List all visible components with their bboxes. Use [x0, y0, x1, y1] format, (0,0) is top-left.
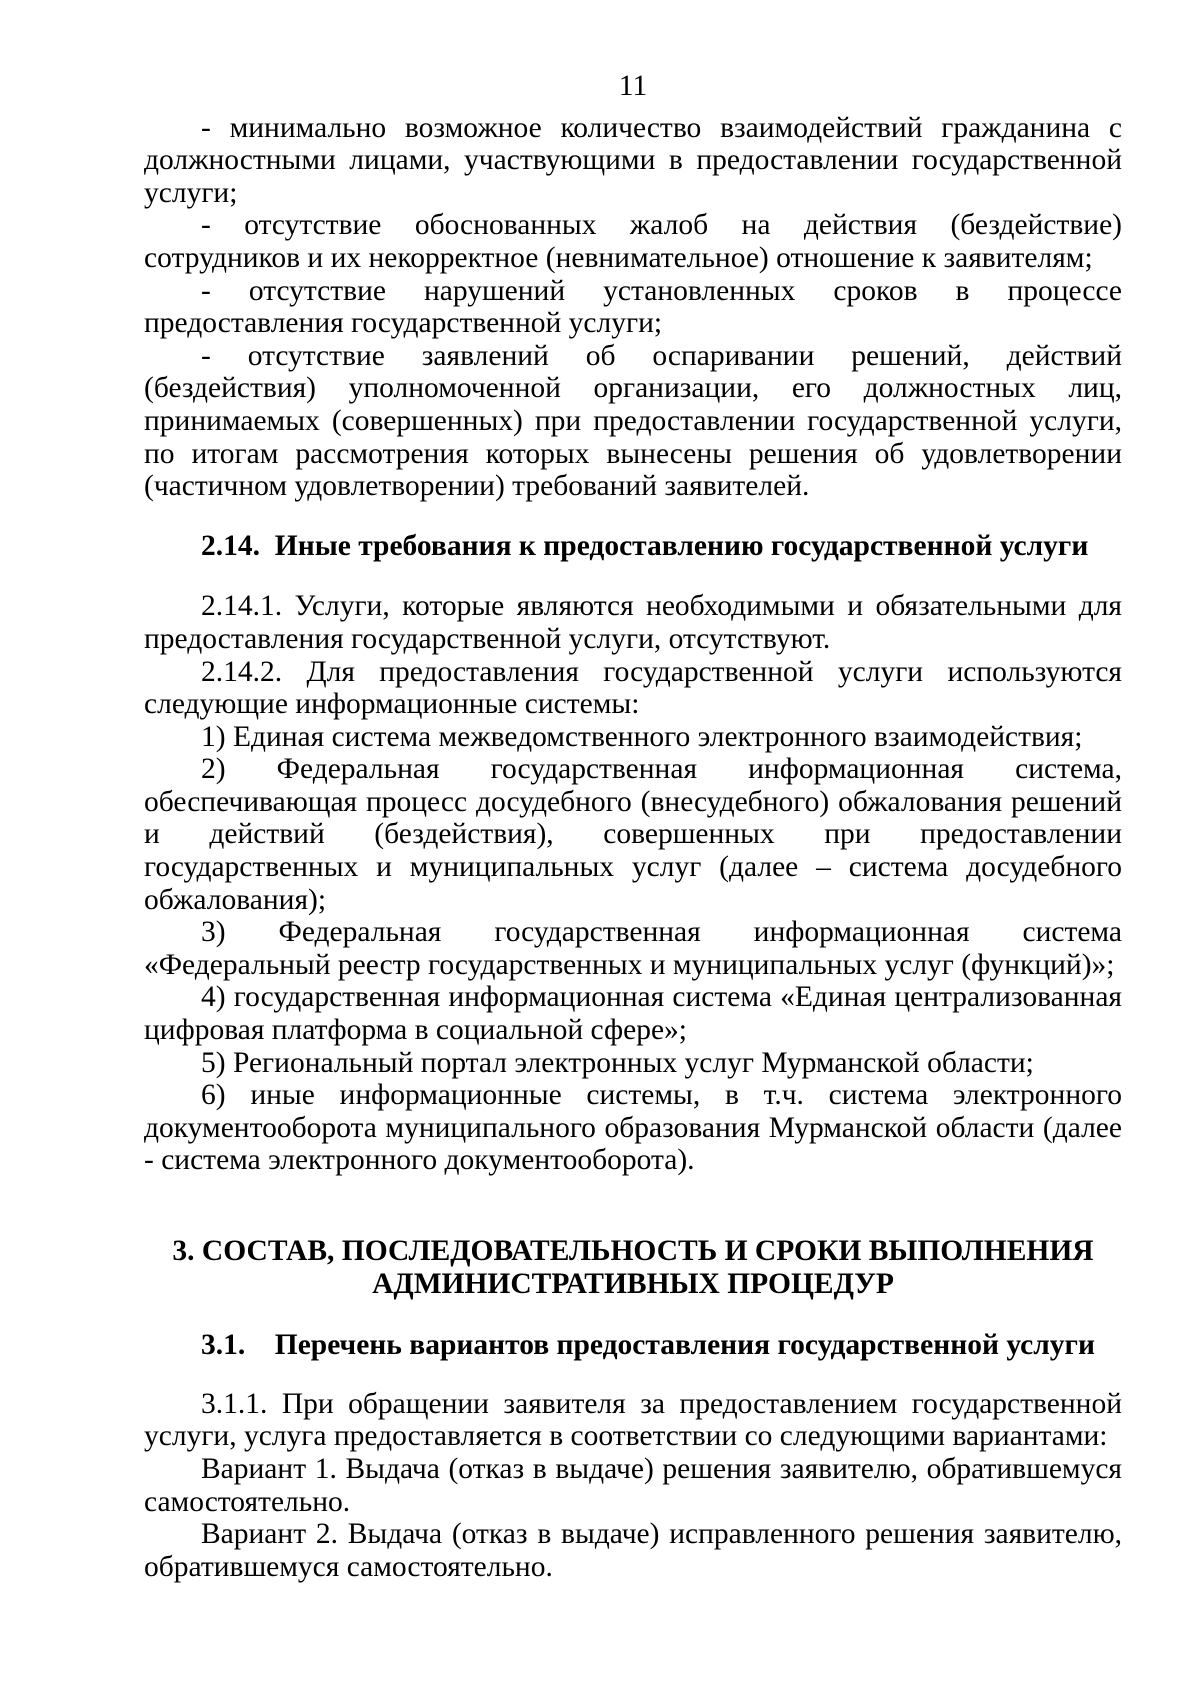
section-3-1-number: 3.1.	[201, 1329, 246, 1362]
criterion-paragraph: - отсутствие обоснованных жалоб на действия (бездействие) сотрудников и их некорректное (невнимательное) отношение к заявителям;	[144, 209, 1122, 274]
criterion-paragraph: - минимально возможное количество взаимодействий гражданина с должностными лицами, участвующими в предоставлении государственной услуги;	[144, 111, 1122, 209]
section-3-title-line-1: 3. СОСТАВ, ПОСЛЕДОВАТЕЛЬНОСТЬ И СРОКИ ВЫПОЛНЕНИЯ	[172, 1235, 1094, 1267]
variant-paragraph: Вариант 2. Выдача (отказ в выдаче) исправленного решения заявителю, обратившемуся самостоятельно.	[144, 1518, 1122, 1583]
section-2-14-number: 2.14.	[201, 529, 260, 562]
criterion-paragraph: - отсутствие заявлений об оспаривании решений, действий (бездействия) уполномоченной организации, его должностных лиц, принимаемых (совершенных) при предоставлении государственной услуги, по итогам рассмотрения которых вынесены решения об удовлетворении (частичном удовлетворении) требований заявителей.	[144, 339, 1122, 503]
body-paragraph: 2.14.2. Для предоставления государственной услуги используются следующие информационные системы:	[144, 655, 1122, 721]
list-item: 1) Единая система межведомственного электронного взаимодействия;	[201, 720, 1083, 753]
list-item: 2) Федеральная государственная информационная система, обеспечивающая процесс досудебного (внесудебного) обжалования решений и действий (бездействия), совершенных при предоставлении государственных и муниципальных услуг (далее – система досудебного обжалования);	[144, 753, 1122, 916]
list-item: 5) Региональный портал электронных услуг Мурманской области;	[201, 1046, 1034, 1079]
section-2-14-title: Иные требования к предоставлению государственной услуги	[274, 529, 1089, 562]
section-3-1-heading	[144, 1329, 1122, 1362]
list-item: 3) Федеральная государственная информационная система «Федеральный реестр государственных и муниципальных услуг (функций)»;	[144, 916, 1122, 981]
section-3-1-title: Перечень вариантов предоставления государственной услуги	[274, 1329, 1095, 1362]
page-number: 11	[618, 70, 648, 102]
section-3-1-body	[144, 1388, 1122, 1584]
variant-paragraph: Вариант 1. Выдача (отказ в выдаче) решения заявителю, обратившемуся самостоятельно.	[144, 1452, 1122, 1518]
list-item: 6) иные информационные системы, в т.ч. система электронного документооборота муниципального образования Мурманской области (далее - система электронного документооборота).	[144, 1079, 1122, 1177]
section-3-title-line-2: АДМИНИСТРАТИВНЫХ ПРОЦЕДУР	[372, 1267, 894, 1300]
section-2-13-tail	[144, 112, 1122, 503]
section-3-heading	[144, 1235, 1122, 1300]
list-item: 4) государственная информационная система «Единая централизованная цифровая платформа в социальной сфере»;	[144, 981, 1122, 1047]
body-paragraph: 3.1.1. При обращении заявителя за предоставлением государственной услуги, услуга предоставляется в соответствии со следующими вариантами:	[144, 1387, 1122, 1453]
section-2-14-heading	[144, 530, 1122, 563]
section-2-14-body	[144, 590, 1122, 1177]
body-paragraph: 2.14.1. Услуги, которые являются необходимыми и обязательными для предоставления государственной услуги, отсутствуют.	[144, 590, 1122, 655]
criterion-paragraph: - отсутствие нарушений установленных сроков в процессе предоставления государственной услуги;	[144, 274, 1122, 340]
document-page	[144, 70, 1122, 1583]
